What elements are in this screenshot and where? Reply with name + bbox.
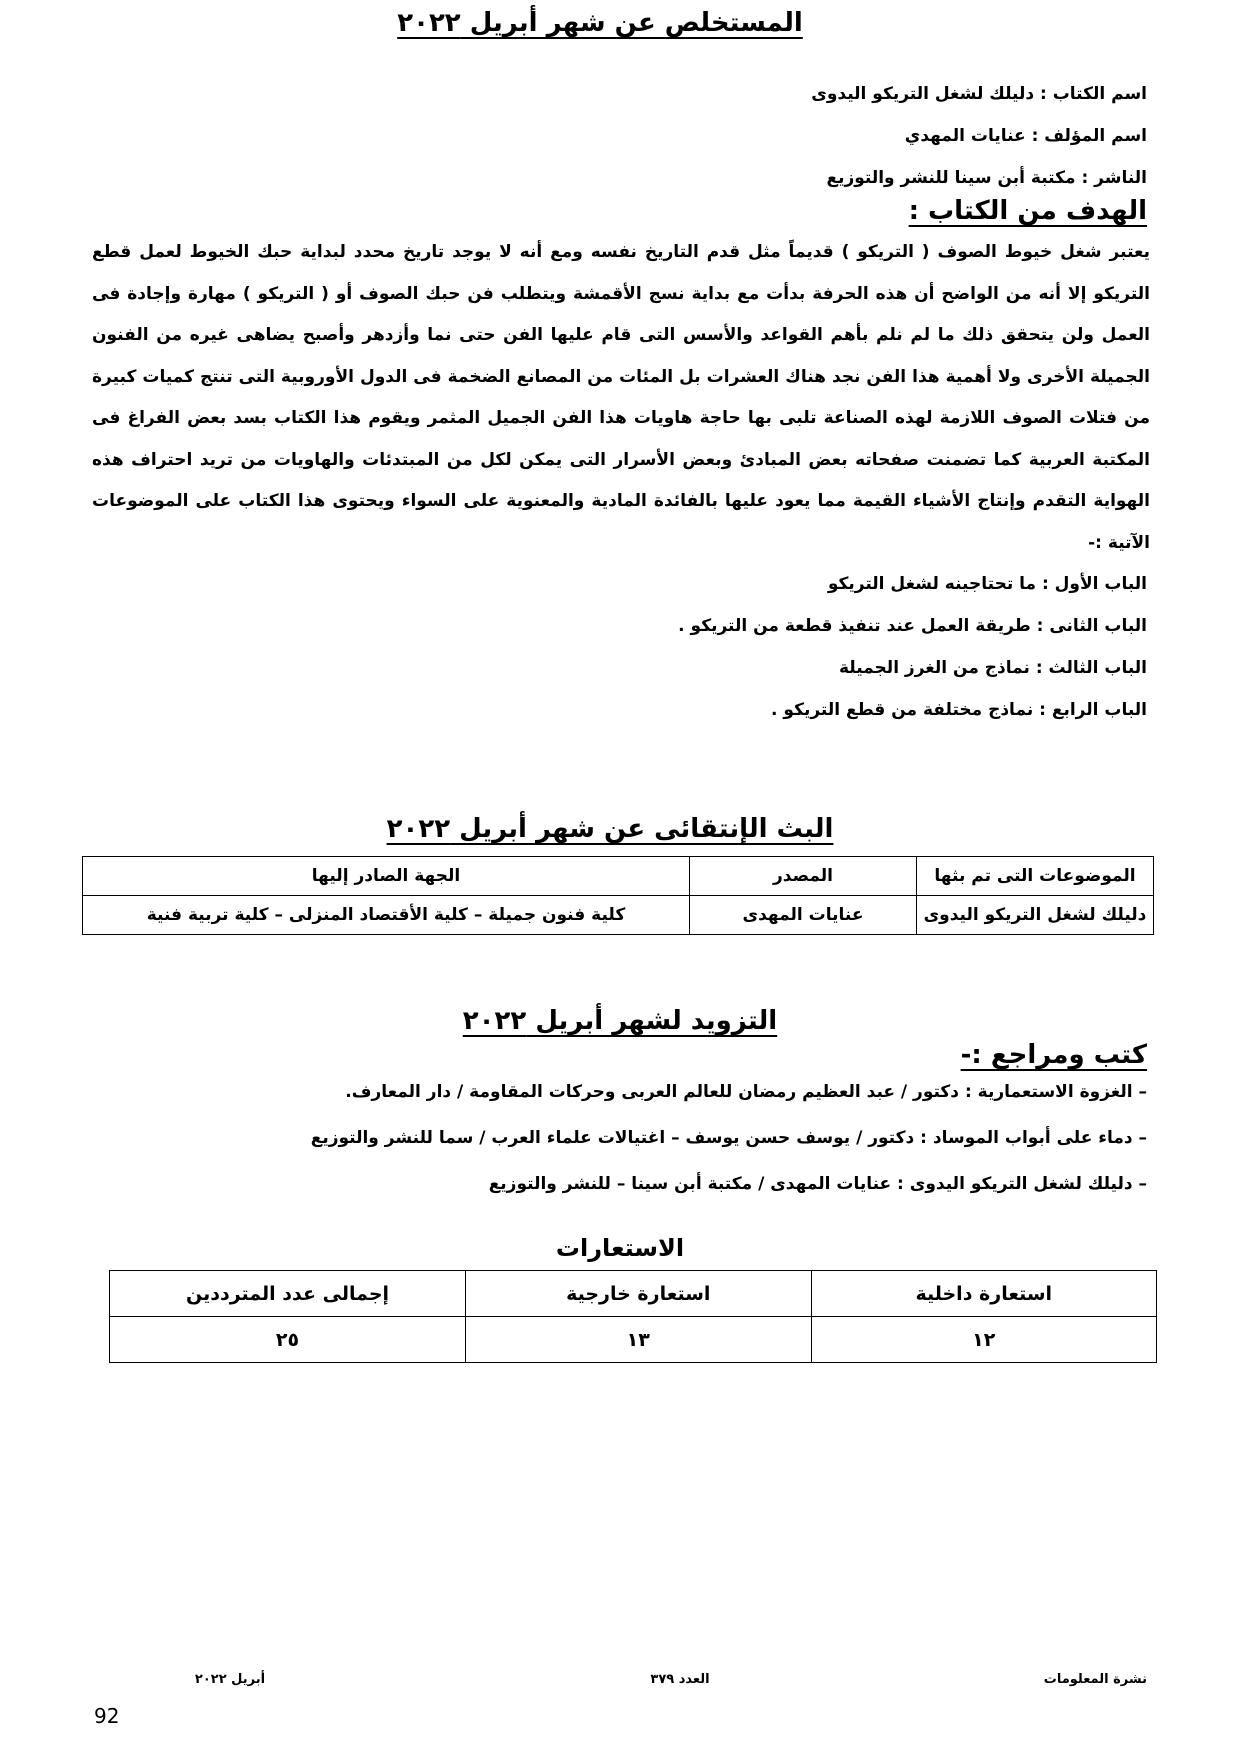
loans-title: الاستعارات (555, 1234, 685, 1262)
loans-header-total: إجمالى عدد المترددين (110, 1271, 466, 1317)
footer-date: أبريل ٢٠٢٢ (194, 1672, 266, 1687)
list-item: – دماء على أبواب الموساد : دكتور / يوسف حسن يوسف – اغتيالات علماء العرب / سما للنشر والتوزيع (310, 1128, 1147, 1148)
book-title-line: اسم الكتاب : دليلك لشغل التريكو اليدوى (811, 84, 1147, 104)
loans-header-internal: استعارة داخلية (811, 1271, 1157, 1317)
broadcast-table (82, 856, 1154, 935)
acquisition-list (311, 1082, 1147, 1220)
book-publisher-line: الناشر : مكتبة أبن سينا للنشر والتوزيع (826, 168, 1147, 188)
footer-bulletin: نشرة المعلومات (1043, 1672, 1147, 1687)
broadcast-header-topics: الموضوعات التى تم بثها (917, 857, 1154, 896)
list-item: – دليلك لشغل التريكو اليدوى : عنايات المهدى / مكتبة أبن سينا – للنشر والتوزيع (488, 1174, 1147, 1194)
loans-header-external: استعارة خارجية (466, 1271, 812, 1317)
table-row (110, 1317, 1157, 1363)
chapter-item: الباب الأول : ما تحتاجينه لشغل التريكو (827, 574, 1147, 594)
chapter-item: الباب الثالث : نماذج من الغرز الجميلة (838, 658, 1147, 678)
broadcast-header-recipient: الجهة الصادر إليها (83, 857, 690, 896)
page-number: 92 (94, 1704, 120, 1728)
loans-table (109, 1270, 1157, 1363)
chapter-item: الباب الرابع : نماذج مختلفة من قطع التريكو . (771, 700, 1147, 720)
broadcast-cell-source: عنايات المهدى (690, 896, 917, 935)
footer-issue: العدد ٣٧٩ (650, 1672, 710, 1687)
acquisition-title: التزويد لشهر أبريل ٢٠٢٢ (462, 1006, 778, 1036)
list-item: – الغزوة الاستعمارية : دكتور / عبد العظيم رمضان للعالم العربى وحركات المقاومة / دار المعارف. (345, 1082, 1147, 1102)
loans-value-total: ٢٥ (110, 1317, 466, 1363)
chapters-list (678, 574, 1147, 742)
broadcast-cell-recipient: كلية فنون جميلة – كلية الأقتصاد المنزلى – كلية تربية فنية (83, 896, 690, 935)
acquisition-subheading: كتب ومراجع :- (960, 1040, 1147, 1070)
broadcast-header-source: المصدر (690, 857, 917, 896)
table-row (110, 1271, 1157, 1317)
broadcast-cell-topic: دليلك لشغل التريكو اليدوى (917, 896, 1154, 935)
loans-value-internal: ١٢ (811, 1317, 1157, 1363)
loans-value-external: ١٣ (466, 1317, 812, 1363)
broadcast-title: البث الإنتقائى عن شهر أبريل ٢٠٢٢ (386, 814, 834, 844)
chapter-item: الباب الثانى : طريقة العمل عند تنفيذ قطعة من التريكو . (678, 616, 1147, 636)
book-author-line: اسم المؤلف : عنايات المهدي (904, 126, 1147, 146)
table-row (83, 896, 1154, 935)
table-row (83, 857, 1154, 896)
goal-paragraph: يعتبر شغل خيوط الصوف ( التريكو ) قديماً مثل قدم التاريخ نفسه ومع أنه لا يوجد تاريخ محدد لبداية حبك الخيوط لعمل قطع التريكو إلا أنه من الواضح أن هذه الحرفة بدأت مع بداية نسج الأقمشة ويتطلب فن حبك الصوف أو ( التريكو ) مهارة وإجادة فى العمل ولن يتحقق ذلك ما لم نلم بأهم القواعد والأسس التى قام عليها الفن حتى نما وأزدهر وأصبح يضاهى غيره من الفنون الجميلة الأخرى ولا أهمية هذا الفن نجد هناك العشرات بل المئات من المصانع الضخمة فى الدول الأوروبية التى تنتج كميات كبيرة من فتلات الصوف اللازمة لهذه الصناعة تلبى بها حاجة هاويات هذا الفن الجميل المثمر ويقوم هذا الكتاب بسد بعض الفراغ فى المكتبة العربية كما تضمنت صفحاته بعض المبادئ وبعض الأسرار التى يمكن لكل من المبتدئات والهاويات من تريد احتراف هذه الهواية التقدم وإنتاج الأشياء القيمة مما يعود عليها بالفائدة المادية والمعنوية على السواء ويحتوى هذا الكتاب على الموضوعات الآتية :- (92, 242, 1150, 553)
summary-title: المستخلص عن شهر أبريل ٢٠٢٢ (397, 8, 803, 38)
goal-heading: الهدف من الكتاب : (908, 196, 1147, 226)
